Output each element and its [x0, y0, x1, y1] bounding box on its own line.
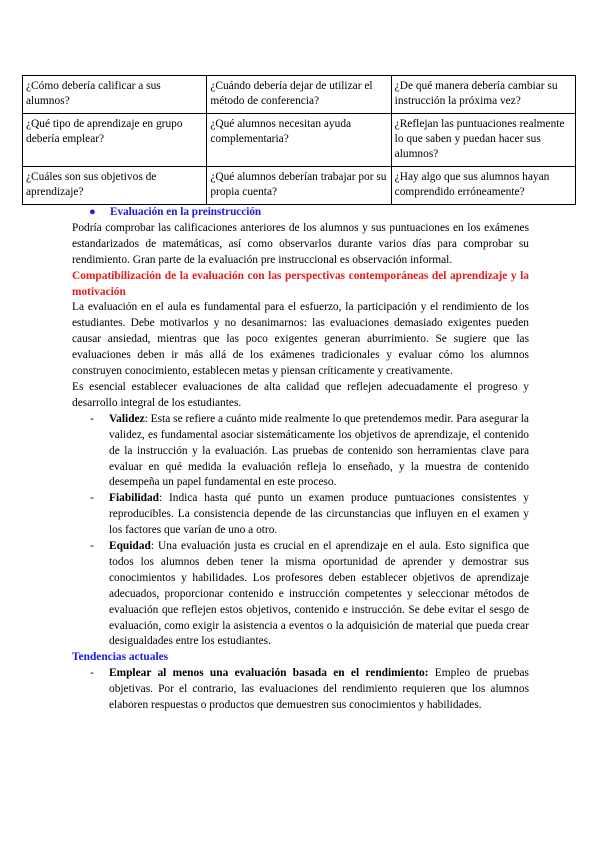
compat-paragraph-1: La evaluación en el aula es fundamental para el esfuerzo, la participación y el rendimiento de los estudiantes. Debe motivarlos y no desanimarnos: las evaluaciones demasiado exigentes pueden causar ansiedad, mientras que las poco exigentes generan aburrimiento. Se sugiere que las evaluaciones deben ir más allá de los exámenes tradicionales y evaluar cómo los alumnos construyen conocimiento, establecen metas y piensan críticamente y creativamente.	[72, 301, 529, 378]
bullet-icon: ●	[89, 206, 96, 218]
document-body	[72, 205, 529, 714]
preinstruction-heading	[72, 205, 529, 221]
dash-icon: -	[90, 667, 94, 680]
text-rendimiento: Empleo de pruebas objetivas. Por el contrario, las evaluaciones del rendimiento requieren que los alumnos elaboren respuestas o productos que demuestren sus conocimientos y habilidades.	[109, 667, 529, 712]
table-row	[23, 114, 576, 167]
list-item-validez	[72, 412, 529, 492]
list-item-rendimiento	[72, 666, 529, 714]
trends-heading: Tendencias actuales	[72, 651, 169, 664]
text-fiabilidad: : Indica hasta qué punto un examen produce puntuaciones consistentes y reproducibles. La consistencia depende de las circunstancias que influyen en el examen y los factores que varían de uno a otro.	[109, 492, 529, 537]
list-item-fiabilidad	[72, 491, 529, 539]
term-equidad: Equidad	[109, 540, 151, 553]
table-cell: ¿Cuáles son sus objetivos de aprendizaje?	[23, 167, 207, 205]
compat-paragraph-2: Es esencial establecer evaluaciones de alta calidad que reflejen adecuadamente el progreso y desarrollo integral de los estudiantes.	[72, 380, 529, 409]
table-cell: ¿Qué tipo de aprendizaje en grupo debería emplear?	[23, 114, 207, 167]
text-equidad: : Una evaluación justa es crucial en el aprendizaje en el aula. Esto significa que todos los alumnos deben tener la misma oportunidad de aprender y demostrar sus conocimientos y habilidades. Los profesores deben establecer objetivos de aprendizaje adecuados, proporcionar contenido e instrucción competentes y seleccionar métodos de evaluación que reflejen estos objetivos, contenido e instrucción. Se debe evitar el sesgo de evaluación, como exigir la asistencia a eventos o la adquisición de material que pueda crear desigualdades entre los estudiantes.	[109, 540, 529, 648]
preinstruction-paragraph: Podría comprobar las calificaciones anteriores de los alumnos y sus puntuaciones en los exámenes estandarizados de matemáticas, así como observarlos durante varios días para comprobar su rendimiento. Gran parte de la evaluación pre instruccional es observación informal.	[72, 221, 529, 266]
table-cell: ¿Cómo debería calificar a sus alumnos?	[23, 76, 207, 114]
term-rendimiento: Emplear al menos una evaluación basada en el rendimiento:	[109, 667, 429, 680]
compat-heading: Compatibilización de la evaluación con las perspectivas contemporáneas del aprendizaje y la motivación	[72, 269, 529, 298]
table-cell: ¿Qué alumnos deberían trabajar por su propia cuenta?	[207, 167, 391, 205]
dash-icon: -	[90, 492, 94, 505]
table-row	[23, 76, 576, 114]
table-cell: ¿Hay algo que sus alumnos hayan comprendido erróneamente?	[391, 167, 575, 205]
table-cell: ¿Qué alumnos necesitan ayuda complementaria?	[207, 114, 391, 167]
table-cell: ¿De qué manera debería cambiar su instrucción la próxima vez?	[391, 76, 575, 114]
term-validez: Validez	[109, 412, 145, 425]
table-cell: ¿Cuándo debería dejar de utilizar el método de conferencia?	[207, 76, 391, 114]
preinstruction-title: Evaluación en la preinstrucción	[110, 206, 262, 218]
compat-list	[72, 412, 529, 651]
questions-table	[22, 75, 576, 205]
list-item-equidad	[72, 539, 529, 650]
table-row	[23, 167, 576, 205]
dash-icon: -	[90, 412, 94, 425]
table-cell: ¿Reflejan las puntuaciones realmente lo que saben y puedan hacer sus alumnos?	[391, 114, 575, 167]
dash-icon: -	[90, 540, 94, 553]
term-fiabilidad: Fiabilidad	[109, 492, 160, 505]
text-validez: : Esta se refiere a cuánto mide realmente lo que pretendemos medir. Para asegurar la validez, es fundamental asociar sistemáticamente los objetivos de aprendizaje, el contenido de la instrucción y la evaluación. Las pruebas de contenido son herramientas clave para evaluar en qué medida la evaluación refleja lo enseñado, y la muestra de contenido desempeña un papel fundamental en este proceso.	[109, 412, 529, 489]
trends-list	[72, 666, 529, 714]
